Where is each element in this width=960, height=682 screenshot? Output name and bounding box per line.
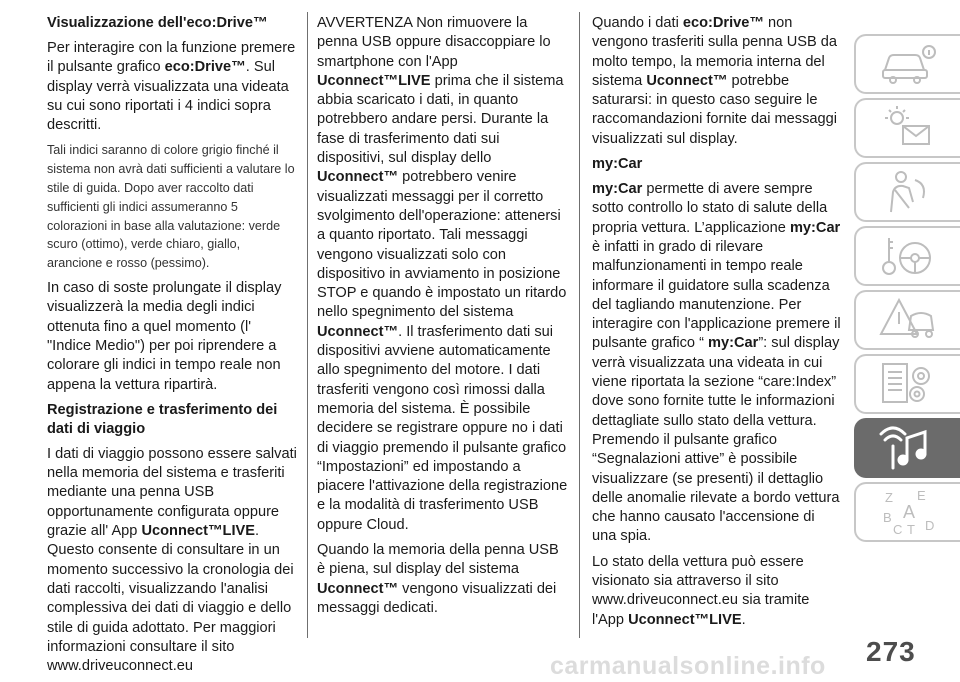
column-divider [579, 12, 580, 638]
multimedia-icon [877, 424, 939, 472]
bold-text: Uconnect™ [317, 323, 399, 340]
text: non vengono trasferiti sulla penna USB da molto tempo, la memoria interna del sistema [592, 15, 838, 89]
car-info-icon [877, 40, 939, 88]
tab-car-info[interactable] [854, 34, 960, 94]
tab-maintenance[interactable] [854, 354, 960, 414]
paragraph [592, 14, 842, 149]
paragraph [47, 445, 297, 677]
text: ”: sul display verrà visualizzata una videata in cui viene riportata la sezione “care:Index” dove sono fornite tutte le informazioni dettagliate sullo stato della vettura. Premendo il pulsante grafico “Segnalazioni attive” è possibile visualizzare (se presenti) il dettaglio delle anomalie rilevate a bordo vettura che hanno causato l'accensione di una spia. [592, 335, 840, 545]
road-hazard-icon [877, 296, 939, 344]
paragraph: In caso di soste prolungate il display visualizzerà la media degli indici ottenuta fino a quel momento (l' "Indice Medio") per poi riprendere a colorare gli indici in tempo reale non appena la vettura ripartirà. [47, 280, 282, 393]
text: potrebbe saturarsi: in questo caso seguire le raccomandazioni fornite dai messaggi visualizzati sul display. [592, 72, 837, 147]
index-letter: E [917, 488, 926, 503]
paragraph [47, 39, 297, 135]
warning-paragraph [317, 14, 569, 535]
bold-text: my:Car [789, 219, 841, 236]
index-letter: D [925, 518, 935, 533]
alphabetical-index-icon [877, 488, 939, 536]
tab-alphabetical-index[interactable] [854, 482, 960, 542]
chapter-tabs [854, 34, 960, 546]
text: Per interagire con la funzione premere il pulsante grafico [47, 40, 296, 76]
heading-eco-drive: Visualizzazione dell'eco:Drive™ [47, 15, 268, 31]
text: . Questo consente di consultare in un momento successivo la cronologia dei dati raccolti, visualizzando l'analisi complessiva dei dati di viaggio e dello stile di guida adottato. Per maggiori informazioni consultare il sito www.driveuconnect.eu [47, 523, 294, 675]
tab-emergency[interactable] [854, 290, 960, 350]
index-letter: A [903, 502, 916, 522]
warning-lights-icon [877, 104, 939, 152]
text: permette di avere sempre sotto controllo lo stato di salute della propria vettura. L’applicazione [592, 181, 828, 236]
bold-text: Uconnect™ [317, 169, 399, 186]
bold-text: Uconnect™LIVE [317, 72, 431, 89]
index-letter: Z [885, 490, 893, 505]
paragraph [592, 553, 842, 630]
paragraph [317, 541, 569, 618]
text: . Il trasferimento dati sui dispositivi avviene automaticamente allo spegnimento del motore. I dati trasferiti vengono così rimossi dalla memoria del sistema. È possibile decidere se registrare oppure no i dati di viaggio premendo il pulsante grafico “Impostazioni” ed impostando a piacere l'attivazione della registrazione e la modalità di trasferimento USB oppure Cloud. [317, 323, 568, 533]
heading-my-car: my:Car [592, 156, 643, 173]
bold-text: Uconnect™LIVE [628, 611, 742, 628]
text: Quando la memoria della penna USB è piena, sul display del sistema [317, 542, 559, 578]
text: è infatti in grado di rilevare malfunzionamenti in tempo reale informare il guidatore sulla scadenza del tagliando manutenzione. Per interagire con l'applicazione premere il pulsante grafico “ [592, 238, 841, 352]
text: . [741, 611, 746, 628]
column-middle [317, 14, 569, 624]
text: AVVERTENZA Non rimuovere la penna USB oppure disaccoppiare lo smartphone con l'App [317, 15, 551, 70]
seat-belt-airbag-icon [877, 168, 939, 216]
bold-text: Uconnect™LIVE [141, 523, 255, 540]
column-left [47, 14, 297, 682]
text: potrebbero venire visualizzati messaggi per il corretto svolgimento dell'operazione: attenersi a quanto riportato. Tali messaggi vengono visualizzati solo con dispositivo in avviamento in posizione STOP e quando è impostato un ritardo nello spegnimento del sistema [317, 169, 567, 321]
text: prima che il sistema abbia scaricato i dati, in quanto potrebbero andare persi. Durante la fase di trasferimento dati sui dispositivi, sul display dello [317, 72, 564, 167]
bold-text: Uconnect™ [317, 580, 399, 597]
tab-start-drive[interactable] [854, 226, 960, 286]
tab-warning-lights[interactable] [854, 98, 960, 158]
page-number: 273 [866, 636, 916, 667]
maintenance-gears-icon [877, 360, 939, 408]
text: I dati di viaggio possono essere salvati nella memoria del sistema e trasferiti mediante una penna USB opportunamente configurata oppure grazie all' App [47, 445, 297, 540]
text: . Sul display verrà visualizzata una videata su cui sono riportati i 4 indici sopra descritti. [47, 59, 289, 134]
index-letter: B [883, 510, 892, 525]
bold-text: eco:Drive™ [164, 59, 246, 76]
bold-text: my:Car [708, 335, 759, 352]
bold-text: eco:Drive™ [682, 15, 764, 31]
note-paragraph: Tali indici saranno di colore grigio finché il sistema non avrà dati sufficienti a valutare lo stile di guida. Dopo aver raccolto dati sufficienti gli indici assumeranno 5 colorazioni in base alla valutazione: verde scuro (ottimo), verde chiaro, giallo, arancione e rosso (pessimo). [47, 143, 295, 271]
key-steering-wheel-icon [877, 232, 939, 280]
paragraph [592, 180, 842, 547]
watermark: carmanualsonline.info [550, 652, 826, 680]
tab-safety[interactable] [854, 162, 960, 222]
heading-registration: Registrazione e trasferimento dei dati di viaggio [47, 401, 278, 437]
text: Lo stato della vettura può essere visionato sia attraverso il sito www.driveuconnect.eu sia tramite l'App [592, 553, 810, 628]
tab-multimedia[interactable] [854, 418, 960, 478]
bold-text: my:Car [592, 181, 643, 198]
text: Quando i dati [592, 15, 683, 31]
text: vengono visualizzati dei messaggi dedicati. [317, 580, 557, 616]
column-divider [307, 12, 308, 638]
column-right [592, 14, 842, 636]
index-letter: T [907, 522, 915, 536]
bold-text: Uconnect™ [646, 72, 728, 89]
index-letter: C [893, 522, 903, 536]
